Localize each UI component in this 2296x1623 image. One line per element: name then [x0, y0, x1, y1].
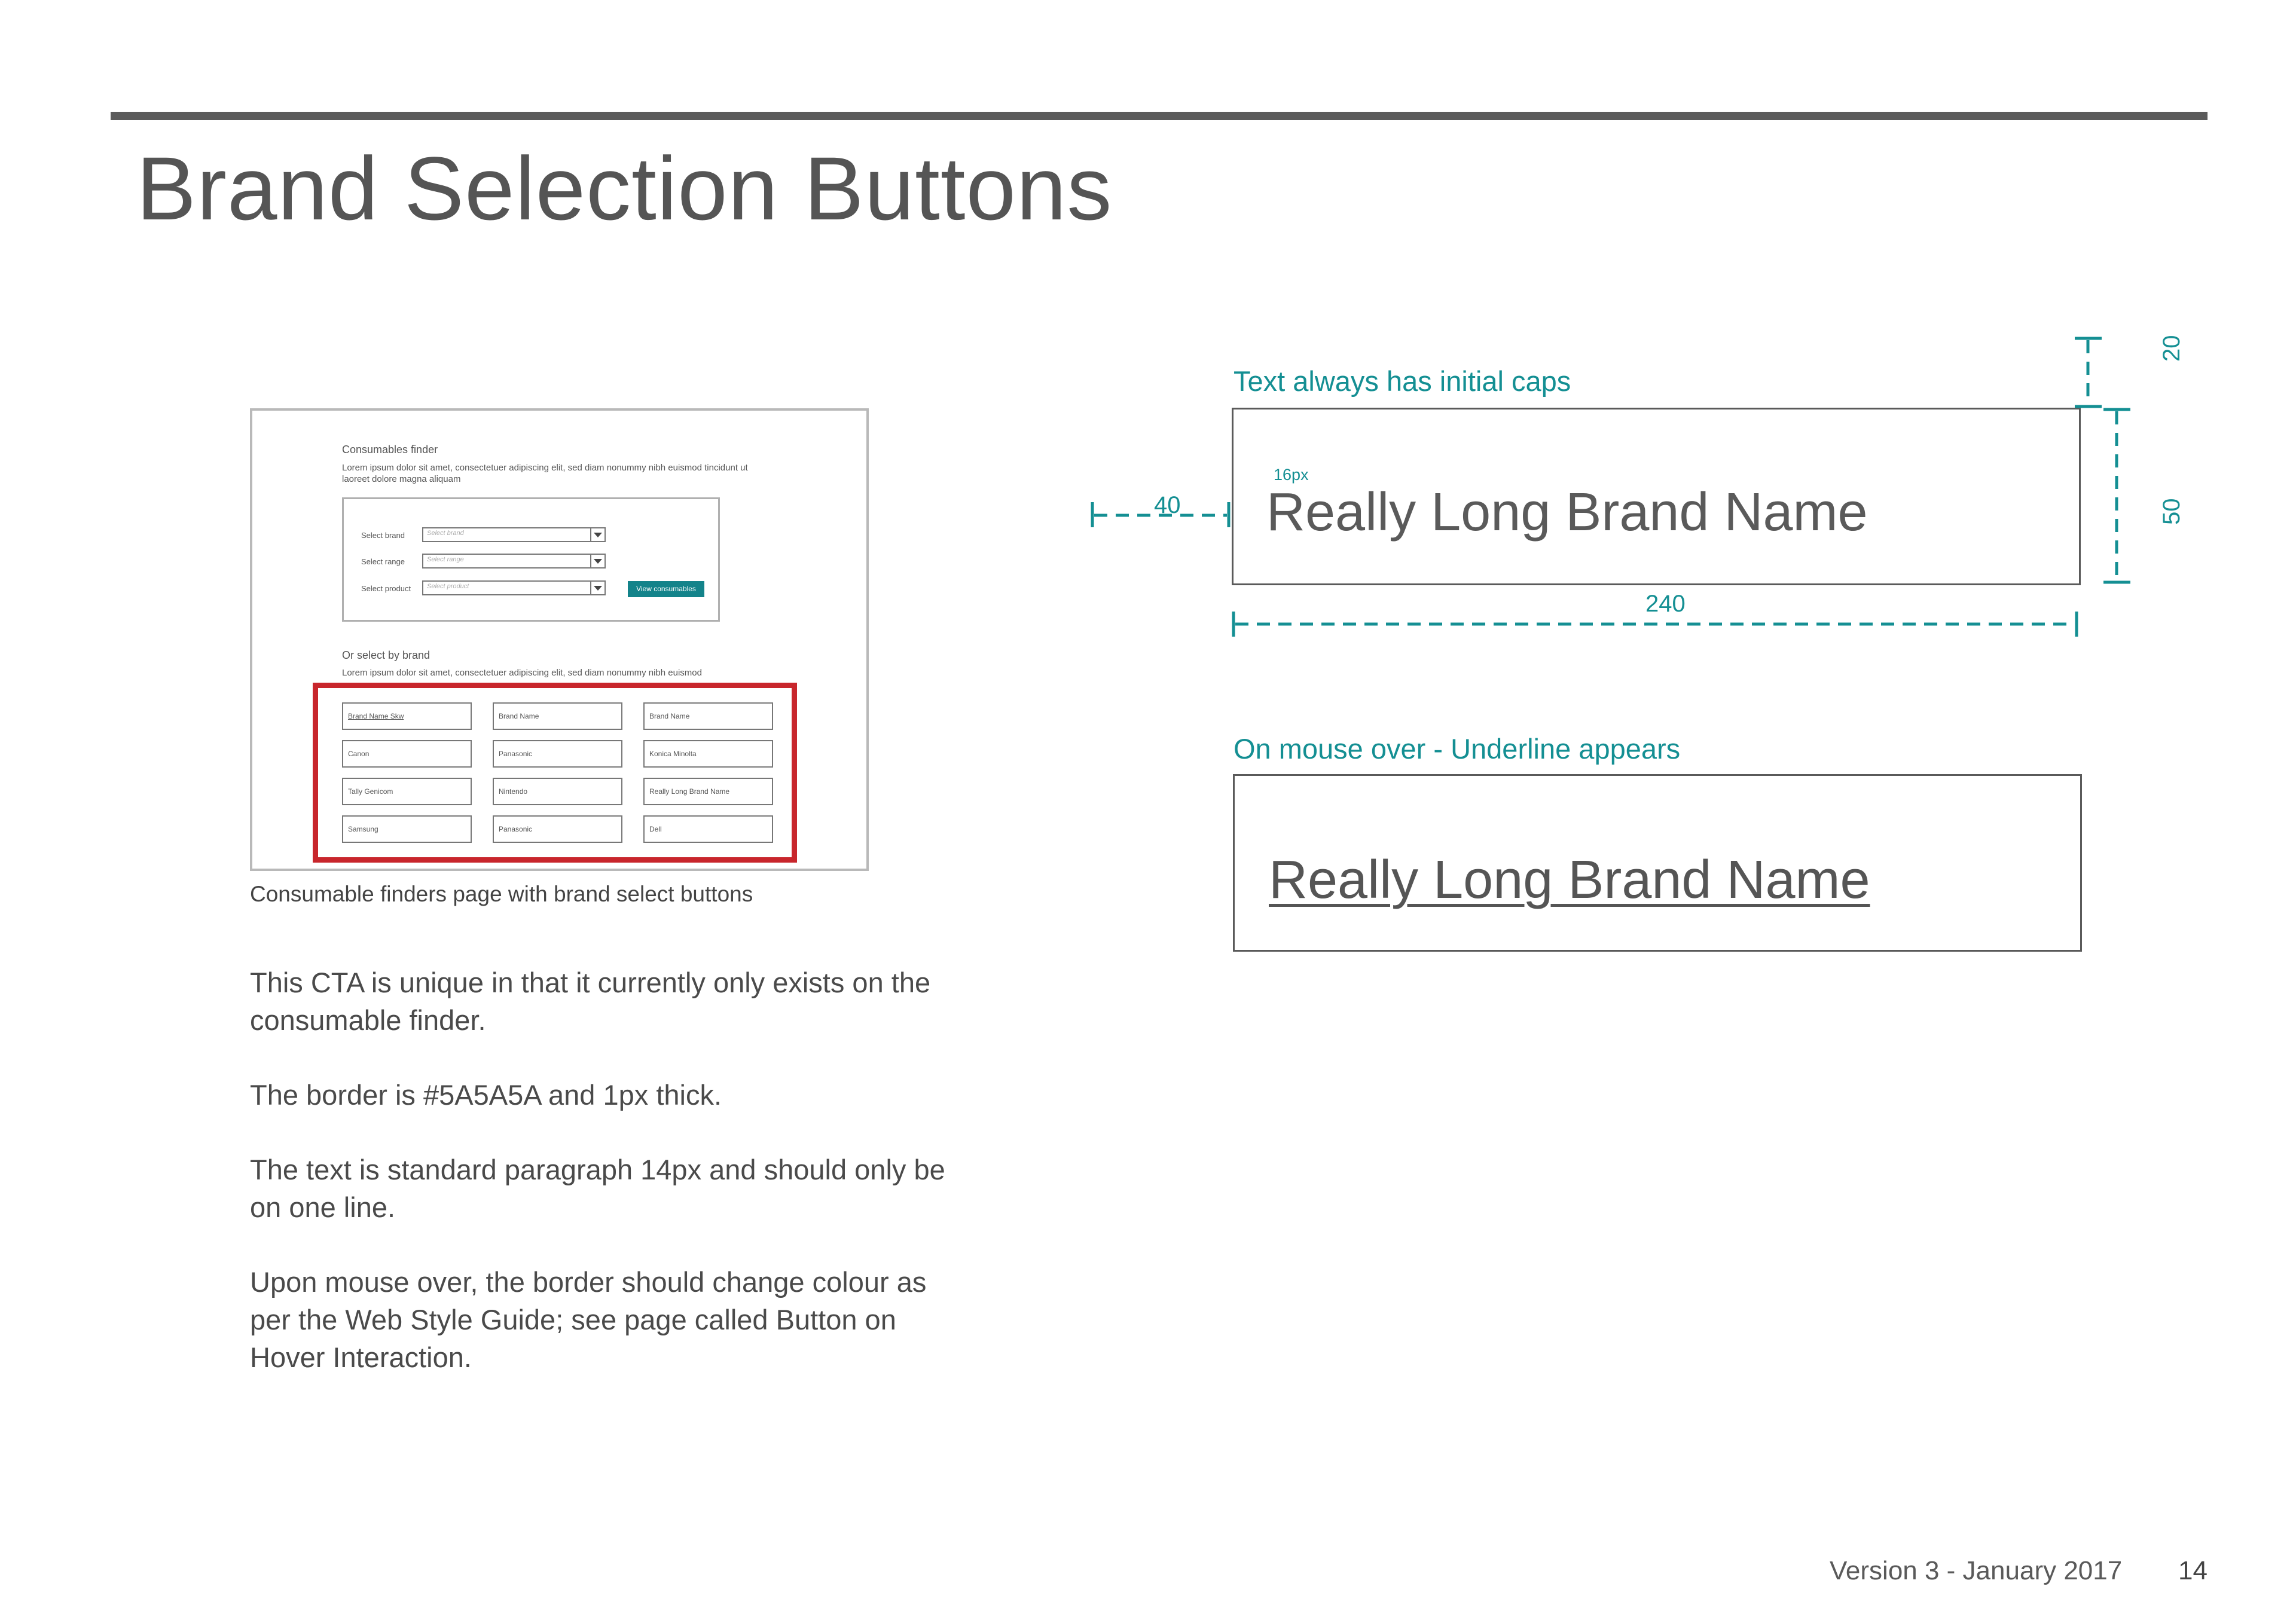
brand-label: Panasonic	[499, 825, 533, 833]
description-paragraph: The text is standard paragraph 14px and should only be on one line.	[250, 1154, 945, 1223]
description-paragraph: The border is #5A5A5A and 1px thick.	[250, 1079, 722, 1111]
select-placeholder: Select product	[427, 583, 469, 590]
brand-label: Brand Name	[649, 712, 690, 720]
thumb-heading: Consumables finder	[342, 444, 438, 456]
initial-caps-note: Text always has initial caps	[1234, 365, 1571, 397]
thumb-label-range: Select range	[361, 557, 405, 566]
page-title: Brand Selection Buttons	[136, 138, 1113, 239]
brand-button-hover-text: Really Long Brand Name	[1269, 850, 1870, 910]
page-number: 14	[2178, 1556, 2208, 1585]
thumb-label-brand: Select brand	[361, 531, 405, 540]
brand-label: Brand Name	[499, 712, 539, 720]
thumb-or-heading: Or select by brand	[342, 649, 430, 661]
dim-top-label: 20	[2158, 335, 2185, 362]
brand-label: Konica Minolta	[649, 750, 697, 758]
select-placeholder: Select brand	[427, 530, 464, 537]
font-size-label: 16px	[1274, 466, 1309, 484]
thumb-or-body: Lorem ipsum dolor sit amet, consectetuer adipiscing elit, sed diam nonummy nibh euismod	[342, 668, 702, 678]
brand-label: Dell	[649, 825, 662, 833]
description-paragraph: This CTA is unique in that it currently only exists on the consumable finder.	[250, 967, 931, 1036]
thumb-body: Lorem ipsum dolor sit amet, consectetuer adipiscing elit, sed diam nonummy nibh euismod tincidunt ut laoreet dolore magna aliquam	[342, 463, 748, 484]
select-placeholder: Select range	[427, 556, 464, 563]
brand-label: Really Long Brand Name	[649, 787, 730, 796]
brand-label: Brand Name Skw	[348, 712, 404, 720]
dim-left-label: 40	[1154, 492, 1181, 518]
dim-height-label: 50	[2158, 498, 2185, 525]
hover-note: On mouse over - Underline appears	[1234, 733, 1681, 765]
brand-label: Canon	[348, 750, 370, 758]
brand-button-spec-text: Really Long Brand Name	[1266, 482, 1868, 542]
thumb-label-product: Select product	[361, 584, 411, 593]
view-consumables-button[interactable]: View consumables	[628, 581, 704, 597]
description-paragraph: Upon mouse over, the border should change colour as per the Web Style Guide; see page called Button on Hover Interaction.	[250, 1266, 927, 1373]
brand-label: Samsung	[348, 825, 378, 833]
dim-width-label: 240	[1645, 591, 1686, 617]
brand-label: Panasonic	[499, 750, 533, 758]
brand-label: Nintendo	[499, 787, 528, 796]
brand-label: Tally Genicom	[348, 787, 393, 796]
thumbnail-caption: Consumable finders page with brand select buttons	[250, 882, 753, 906]
footer-version: Version 3 - January 2017	[1830, 1556, 2123, 1585]
